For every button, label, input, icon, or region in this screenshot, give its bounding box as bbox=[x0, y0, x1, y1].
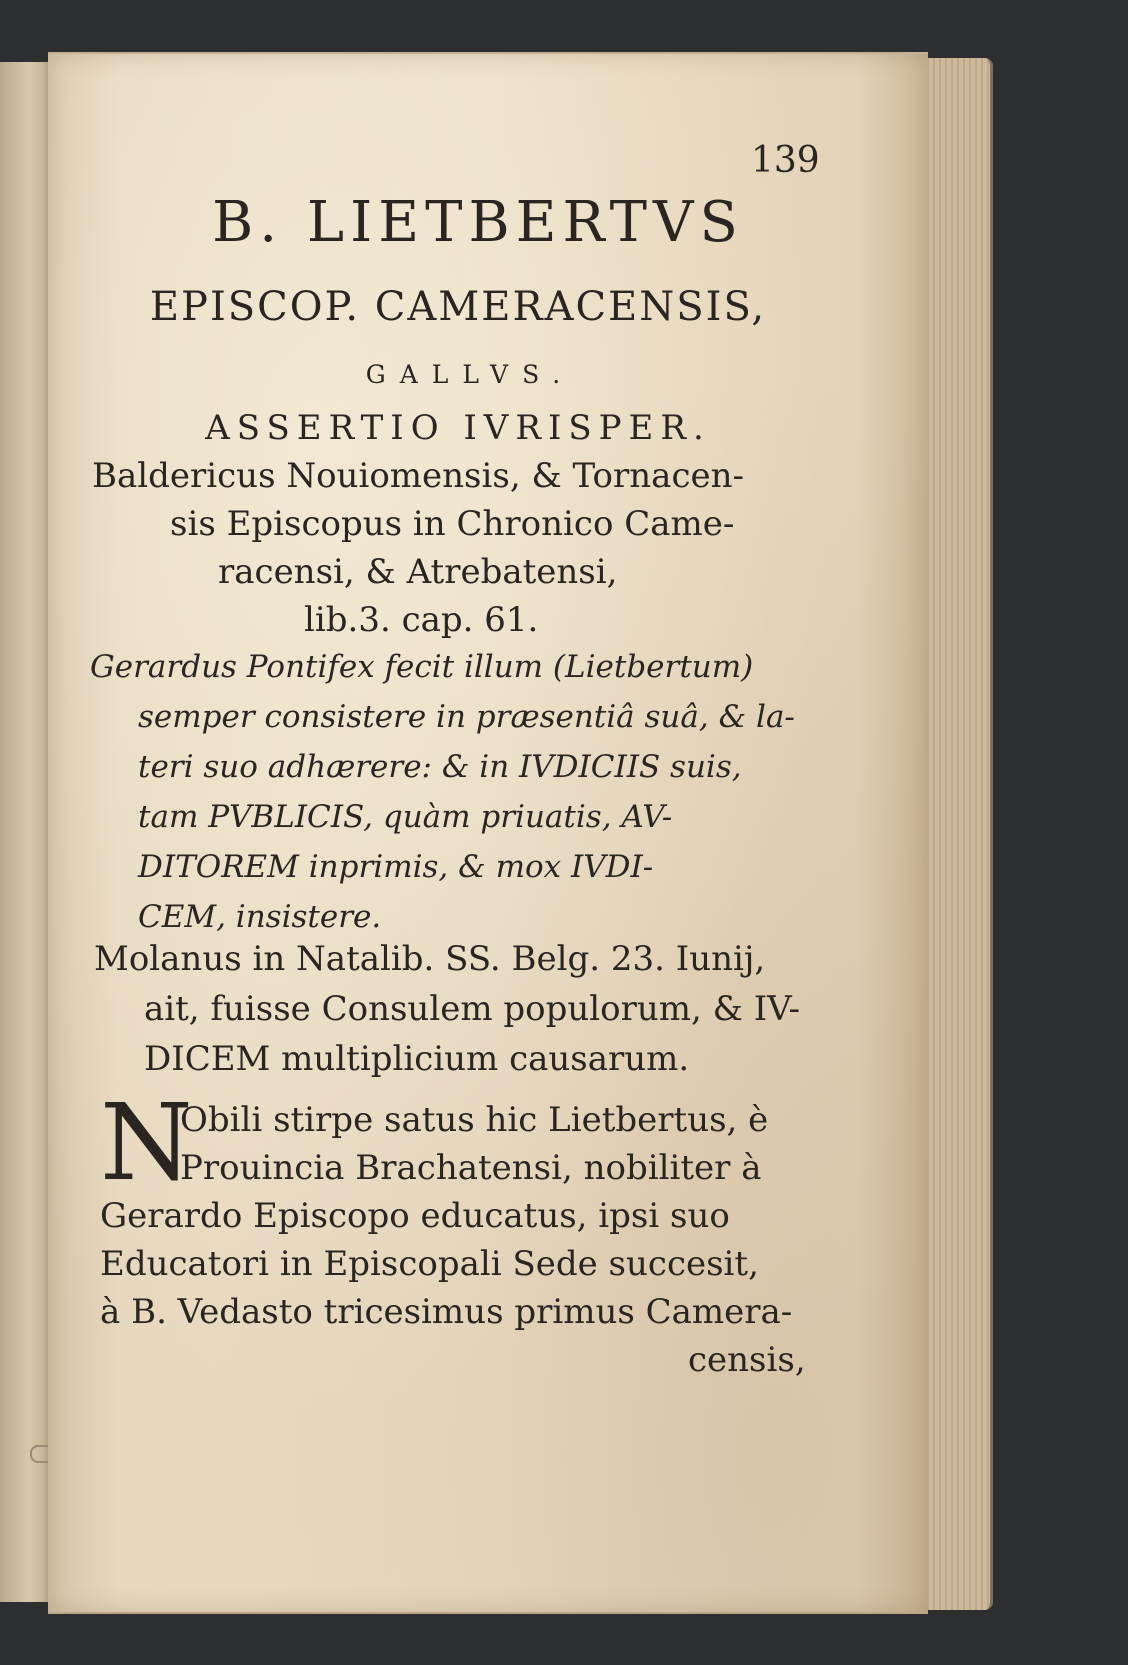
page-title: B. LIETBERTVS bbox=[212, 190, 744, 255]
body-line: censis, bbox=[688, 1340, 806, 1380]
quote-line: Gerardus Pontifex fecit illum (Lietbertum) bbox=[90, 649, 754, 685]
nationality: GALLVS. bbox=[365, 360, 575, 389]
source-line: Baldericus Nouiomensis, & Tornacen- bbox=[92, 456, 744, 496]
quote-line: teri suo adhærere: & in IVDICIIS suis, bbox=[138, 749, 742, 785]
molanus-line: ait, fuisse Consulem populorum, & IV- bbox=[144, 989, 801, 1029]
source-line: sis Episcopus in Chronico Came- bbox=[170, 504, 735, 544]
quote-line: tam PVBLICIS, quàm priuatis, AV- bbox=[138, 799, 673, 835]
body-line: Obili stirpe satus hic Lietbertus, è bbox=[180, 1100, 769, 1140]
book-page bbox=[48, 52, 928, 1614]
molanus-line: DICEM multiplicium causarum. bbox=[144, 1039, 690, 1079]
source-line: lib.3. cap. 61. bbox=[304, 600, 539, 640]
body-line: Educatori in Episcopali Sede succesit, bbox=[100, 1244, 759, 1284]
body-line: Gerardo Episcopo educatus, ipsi suo bbox=[100, 1196, 730, 1236]
quote-line: semper consistere in præsentiâ suâ, & la- bbox=[138, 699, 795, 735]
page-subtitle: EPISCOP. CAMERACENSIS, bbox=[149, 284, 767, 330]
section-heading: ASSERTIO IVRISPER. bbox=[205, 408, 711, 448]
source-line: racensi, & Atrebatensi, bbox=[218, 552, 618, 592]
facing-page-edge bbox=[0, 62, 54, 1602]
body-line: Prouincia Brachatensi, nobiliter à bbox=[180, 1148, 762, 1188]
page-number: 139 bbox=[751, 140, 820, 181]
body-line: à B. Vedasto tricesimus primus Camera- bbox=[100, 1292, 793, 1332]
quote-line: CEM, insistere. bbox=[138, 899, 382, 935]
drop-cap: N bbox=[100, 1081, 193, 1204]
quote-line: DITOREM inprimis, & mox IVDI- bbox=[138, 849, 654, 885]
molanus-line: Molanus in Natalib. SS. Belg. 23. Iunij, bbox=[94, 939, 766, 979]
